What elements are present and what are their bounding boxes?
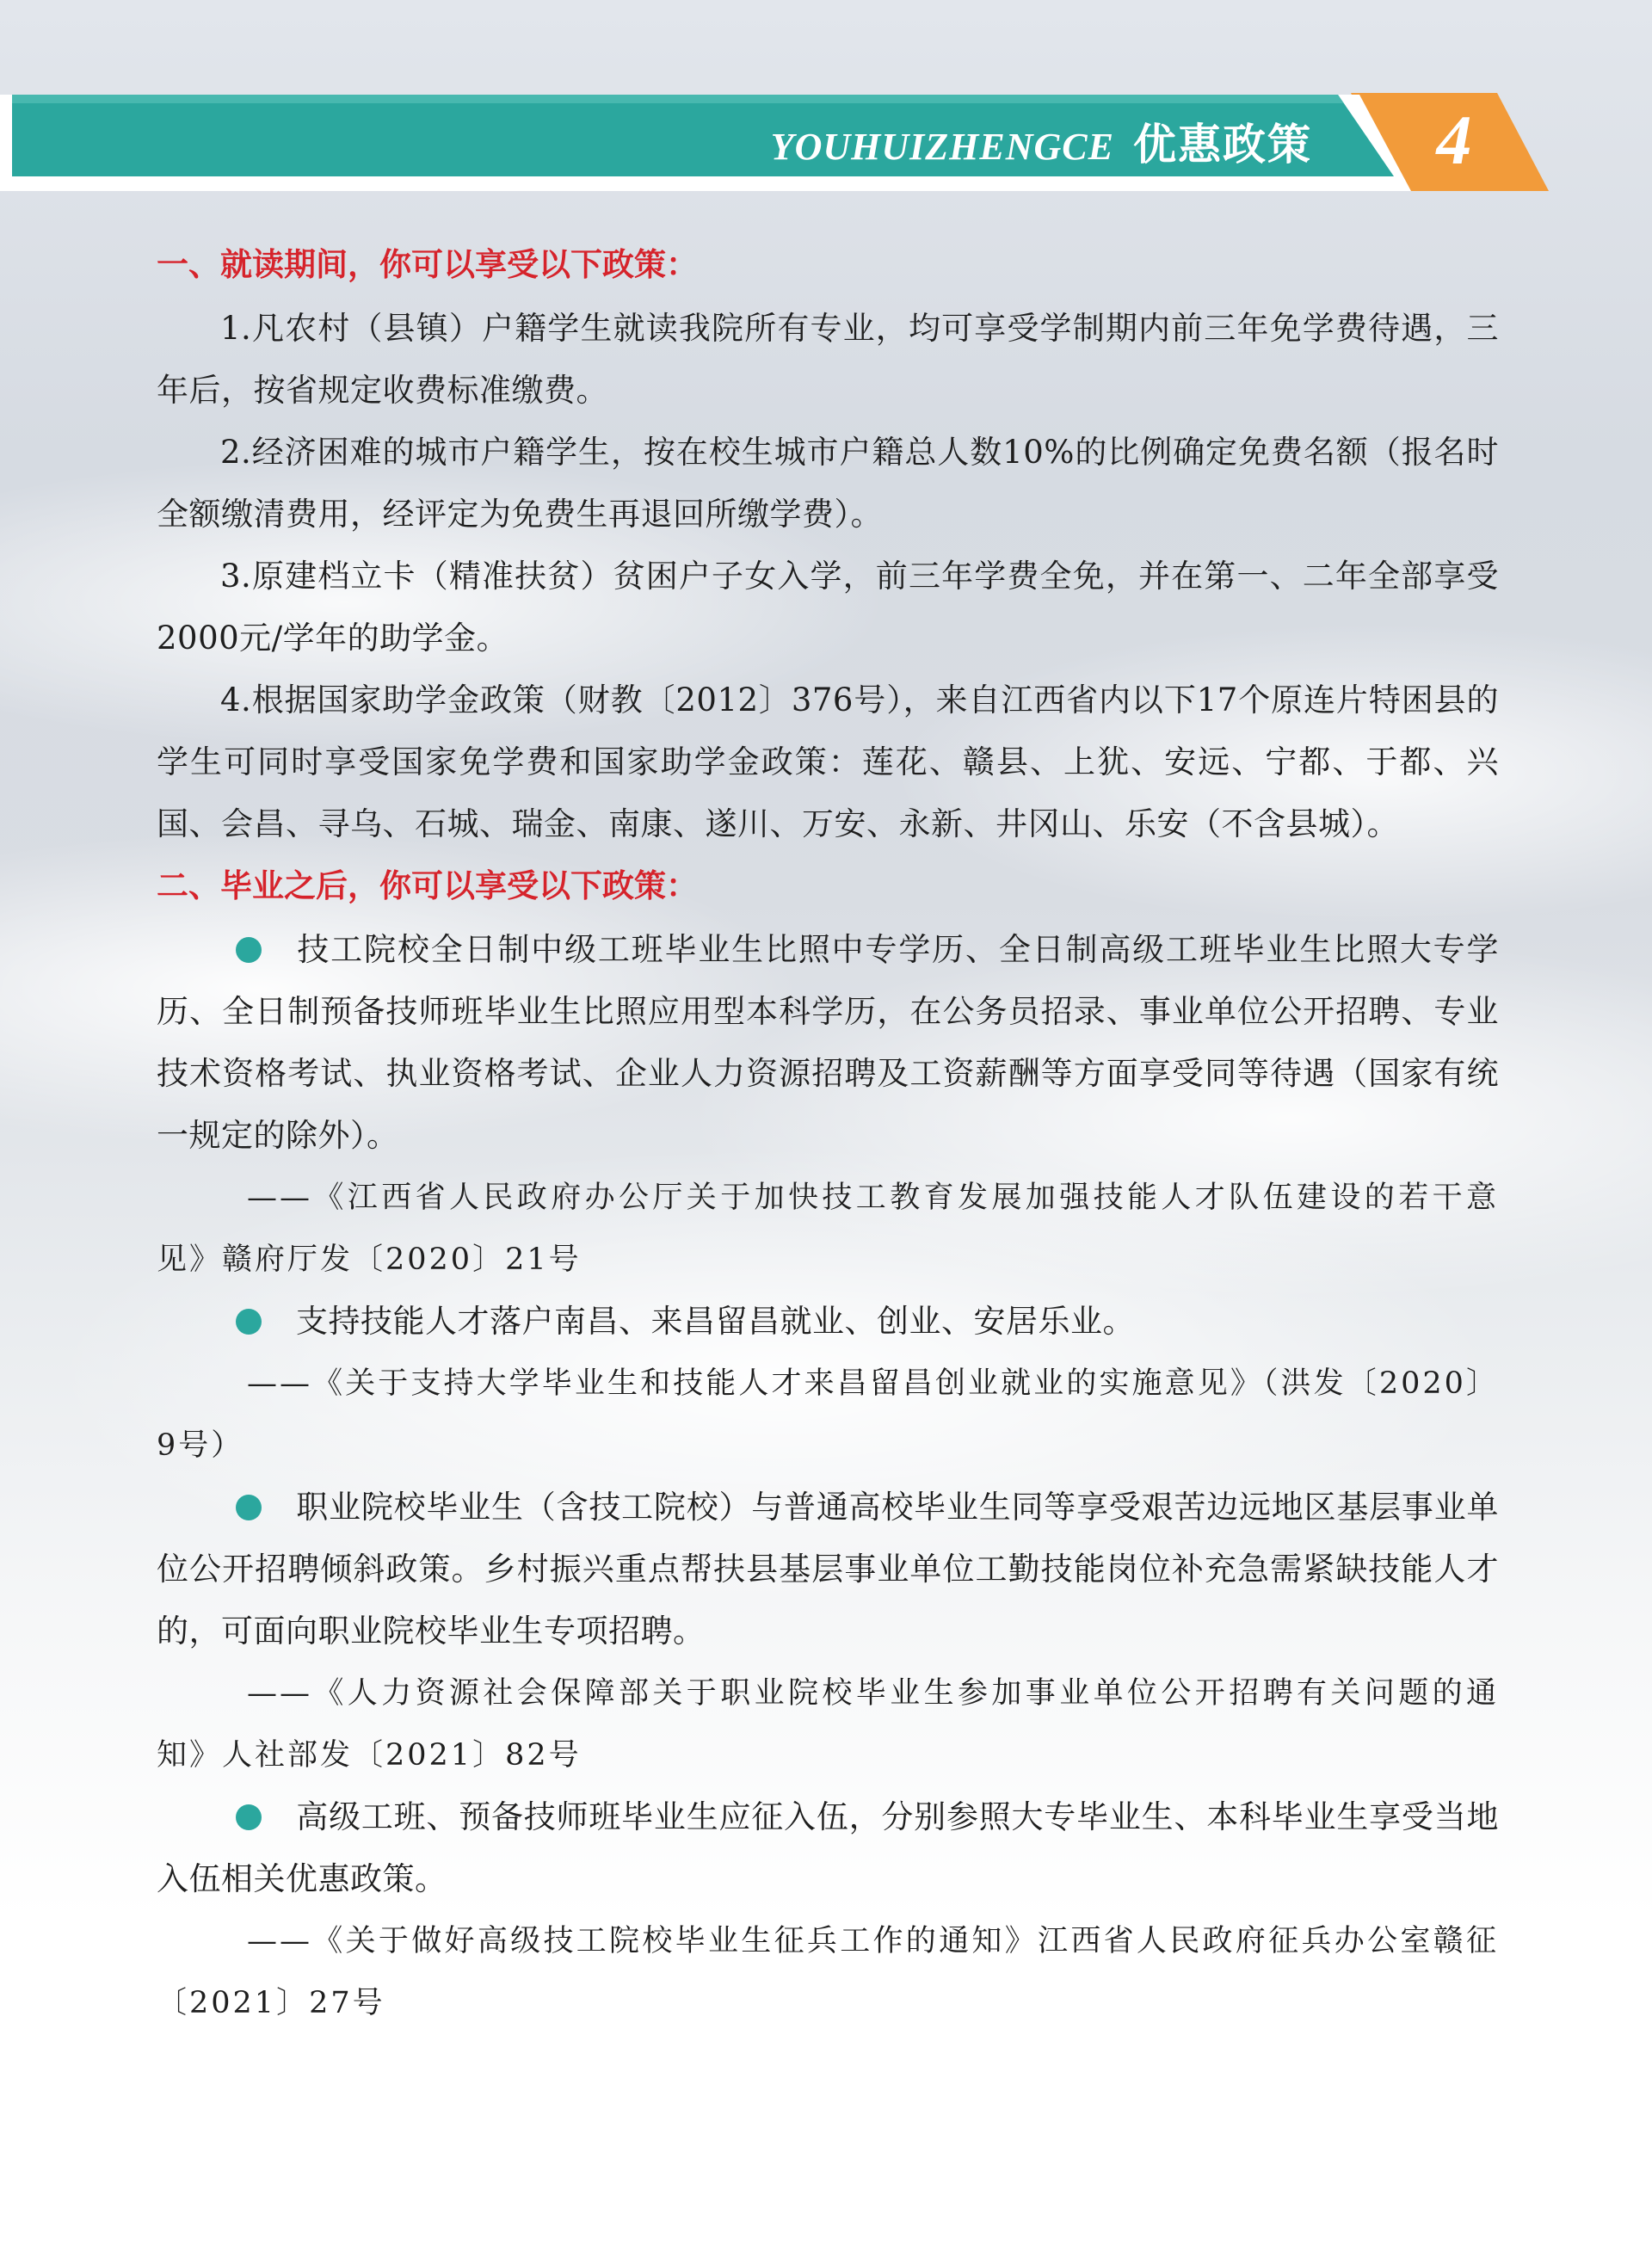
header-title: [771, 110, 1312, 170]
policy-bullet-item: [157, 1477, 1499, 1662]
policy-bullet-item: [157, 1291, 1499, 1353]
page-content: [157, 241, 1499, 2034]
banner-highlight: [12, 95, 1344, 103]
policy-text: 技工院校全日制中级工班毕业生比照中专学历、全日制高级工班毕业生比照大专学历、全日制预备技师班毕业生比照应用型本科学历，在公务员招录、事业单位公开招聘、专业技术资格考试、执业资格考试、企业人力资源招聘及工资薪酬等方面享受同等待遇（国家有统一规定的除外）。: [157, 931, 1499, 1154]
section-heading-graduation: 二、毕业之后，你可以享受以下政策：: [157, 867, 698, 904]
header-cn-title: 优惠政策: [1133, 120, 1312, 170]
policy-source: ——《江西省人民政府办公厅关于加快技工教育发展加强技能人才队伍建设的若干意见》赣府厅发〔2020〕21号: [157, 1181, 1499, 1277]
policy-item: 1.凡农村（县镇）户籍学生就读我院所有专业，均可享受学制期内前三年免学费待遇，三年后，按省规定收费标准缴费。: [157, 310, 1499, 409]
section-heading-study: 一、就读期间，你可以享受以下政策：: [157, 246, 698, 283]
policy-source: ——《关于做好高级技工院校毕业生征兵工作的通知》江西省人民政府征兵办公室赣征〔2021〕27号: [157, 1924, 1499, 2020]
policy-text: 高级工班、预备技师班毕业生应征入伍，分别参照大专毕业生、本科毕业生享受当地入伍相关优惠政策。: [157, 1798, 1499, 1897]
policy-text: 职业院校毕业生（含技工院校）与普通高校毕业生同等享受艰苦边远地区基层事业单位公开招聘倾斜政策。乡村振兴重点帮扶县基层事业单位工勤技能岗位补充急需紧缺技能人才的，可面向职业院校毕业生专项招聘。: [157, 1489, 1499, 1650]
policy-item: 4.根据国家助学金政策（财教〔2012〕376号），来自江西省内以下17个原连片特困县的学生可同时享受国家免学费和国家助学金政策：莲花、赣县、上犹、安远、宁都、于都、兴国、会昌、寻乌、石城、瑞金、南康、遂川、万安、永新、井冈山、乐安（不含县城）。: [157, 681, 1499, 842]
graduation-policy: [157, 1477, 1499, 1786]
bullet-dot-icon: [236, 1495, 262, 1520]
header-latin-title: YOUHUIZHENGCE: [770, 126, 1114, 168]
bullet-dot-icon: [236, 1804, 262, 1830]
policy-item: 2.经济困难的城市户籍学生，按在校生城市户籍总人数10%的比例确定免费名额（报名时全额缴清费用，经评定为免费生再退回所缴学费）。: [157, 434, 1499, 533]
header-banner: [0, 0, 1652, 207]
policy-bullet-item: [157, 919, 1499, 1167]
graduation-policy: [157, 919, 1499, 1291]
policy-source: ——《人力资源社会保障部关于职业院校毕业生参加事业单位公开招聘有关问题的通知》人社部发〔2021〕82号: [157, 1676, 1499, 1773]
graduation-policy: [157, 1291, 1499, 1477]
graduation-policy: [157, 1786, 1499, 2034]
header-banner-shapes: [0, 0, 1652, 207]
policy-bullet-item: [157, 1786, 1499, 1910]
policy-text: 支持技能人才落户南昌、来昌留昌就业、创业、安居乐业。: [296, 1303, 1135, 1340]
policy-source: ——《关于支持大学毕业生和技能人才来昌留昌创业就业的实施意见》（洪发〔2020〕9号）: [157, 1366, 1499, 1463]
policy-item: 3.原建档立卡（精准扶贫）贫困户子女入学，前三年学费全免，并在第一、二年全部享受2000元/学年的助学金。: [157, 558, 1499, 657]
bullet-dot-icon: [236, 1309, 262, 1335]
bullet-dot-icon: [236, 937, 262, 963]
chapter-number: 4: [1436, 101, 1472, 179]
